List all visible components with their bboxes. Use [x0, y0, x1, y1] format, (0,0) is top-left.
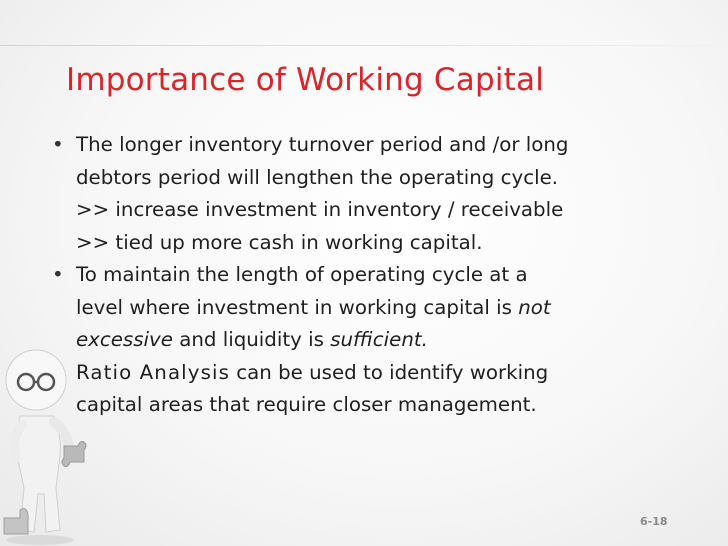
bullet-line: and liquidity is: [172, 328, 331, 351]
bullet-line: To maintain the length of operating cycle at a: [76, 263, 528, 286]
bullet-line: debtors period will lengthen the operating cycle.: [76, 165, 559, 189]
bullet-list: [48, 129, 708, 422]
bullet-line: level where investment in working capital is: [76, 295, 519, 319]
bullet-line: >> increase investment in inventory / receivable: [76, 198, 564, 221]
slide-number: 6-18: [640, 515, 668, 528]
top-divider: [0, 45, 728, 46]
bullet-item-ratio-analysis: [48, 357, 708, 422]
emphasis-not: not: [518, 295, 551, 319]
person-with-puzzle-piece-icon: [0, 338, 92, 546]
bullet-line: The longer inventory turnover period and /or long: [76, 133, 569, 156]
bullet-item-maintain-cycle: [48, 259, 708, 357]
bullet-line: can be used to identify working: [229, 360, 549, 384]
bullet-line: >> tied up more cash in working capital.: [76, 230, 483, 254]
slide-title: Importance of Working Capital: [66, 62, 545, 98]
ratio-analysis-term: Ratio Analysis: [76, 360, 230, 384]
emphasis-sufficient: sufficient.: [330, 328, 428, 351]
bullet-item-operating-cycle: [48, 129, 708, 259]
bullet-line: capital areas that require closer management.: [76, 393, 537, 416]
emphasis-excessive: excessive: [76, 328, 173, 351]
